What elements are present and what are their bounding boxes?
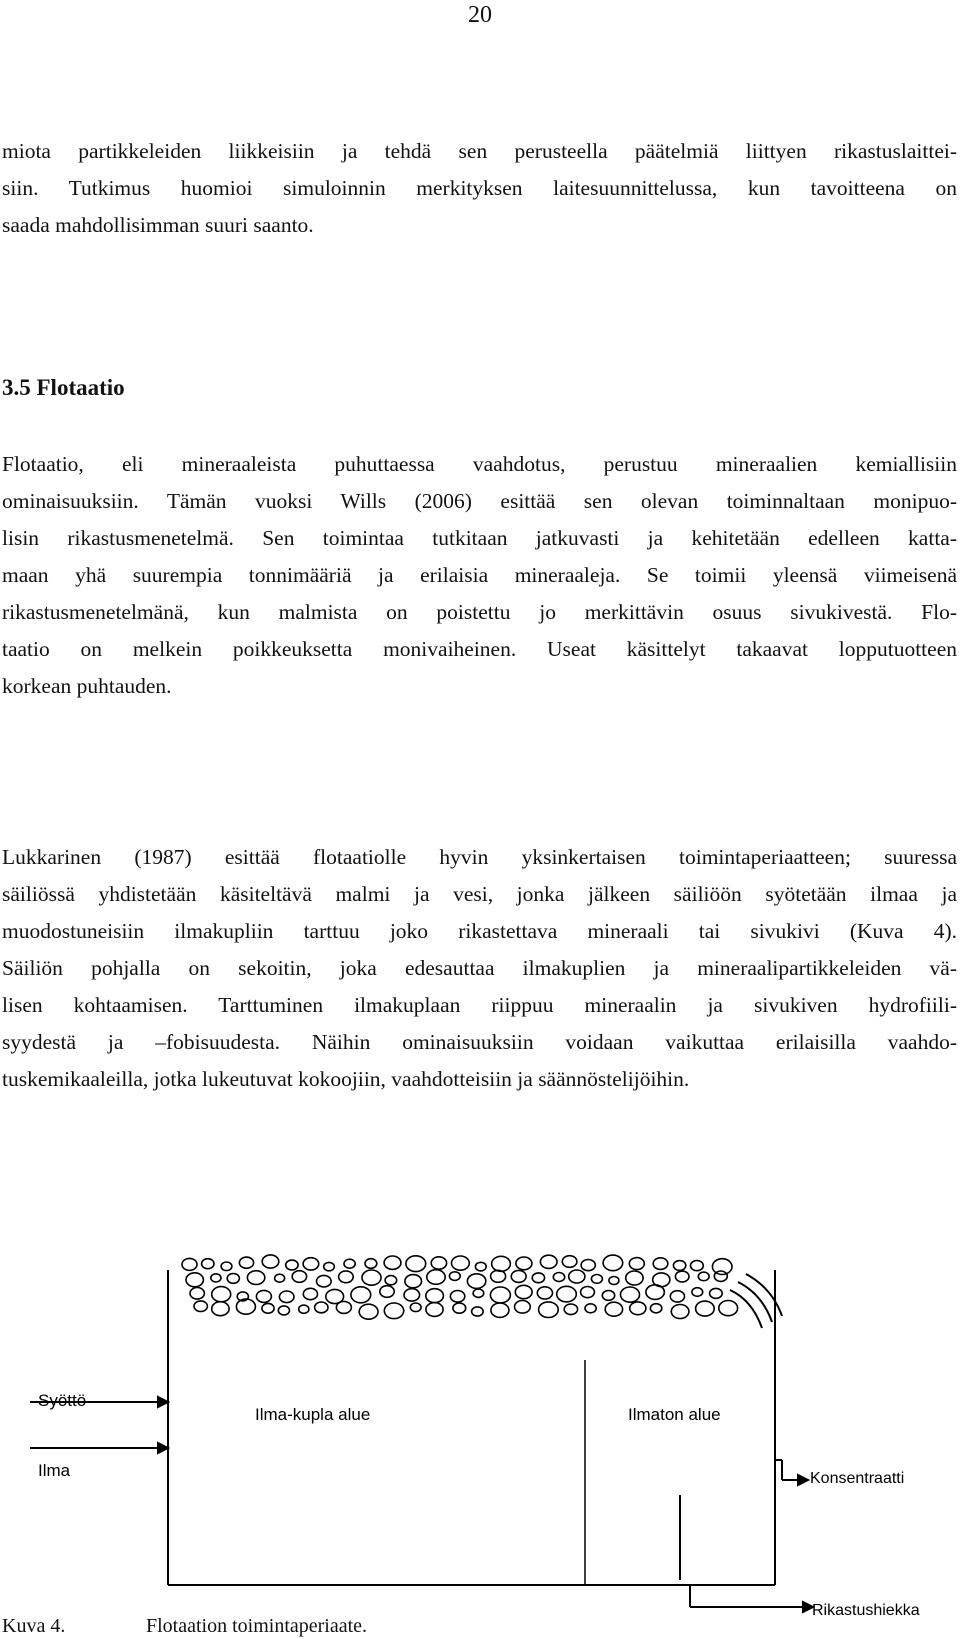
foam-bubble bbox=[336, 1301, 351, 1313]
foam-bubble bbox=[256, 1290, 271, 1302]
foam-bubble bbox=[515, 1301, 531, 1314]
foam-bubble bbox=[650, 1304, 661, 1313]
foam-bubble bbox=[344, 1259, 355, 1268]
foam-bubble bbox=[453, 1303, 466, 1313]
foam-bubble bbox=[491, 1270, 506, 1282]
foam-bubble bbox=[427, 1270, 445, 1285]
foam-bubble bbox=[490, 1287, 510, 1303]
foam-bubble bbox=[303, 1258, 319, 1270]
foam-bubble bbox=[671, 1305, 689, 1319]
foam-bubble bbox=[653, 1258, 668, 1270]
text-line: taatio on melkein poikkeuksetta monivaiheinen. Useat käsittelyt takaavat lopputuotteen bbox=[2, 637, 957, 661]
concentrate-arrow bbox=[775, 1460, 808, 1485]
label-airless-zone: Ilmaton alue bbox=[628, 1405, 721, 1424]
foam-bubble bbox=[569, 1270, 585, 1283]
foam-bubble bbox=[221, 1262, 232, 1271]
foam-bubble bbox=[236, 1299, 255, 1314]
foam-bubble bbox=[710, 1288, 723, 1298]
foam-bubble bbox=[299, 1305, 309, 1313]
section-heading: 3.5 Flotaatio bbox=[2, 375, 125, 400]
foam-bubble bbox=[303, 1288, 317, 1299]
foam-bubble bbox=[182, 1258, 197, 1270]
foam-bubble bbox=[581, 1260, 595, 1271]
flotation-diagram-svg bbox=[0, 1240, 960, 1620]
foam-bubble bbox=[564, 1304, 577, 1315]
tailings-arrow bbox=[680, 1495, 813, 1612]
text-line: Lukkarinen (1987) esittää flotaatiolle hyvin yksinkertaisen toimintaperiaatteen; suuressa bbox=[2, 845, 957, 869]
foam-bubble bbox=[405, 1275, 422, 1288]
foam-bubble bbox=[692, 1288, 703, 1297]
foam-bubble bbox=[194, 1301, 207, 1312]
foam-bubble bbox=[516, 1257, 532, 1270]
text-line: miota partikkeleiden liikkeisiin ja tehdä sen perusteella päätelmiä liittyen rikastuslaittei- bbox=[2, 139, 957, 163]
foam-bubble bbox=[714, 1271, 727, 1281]
foam-bubble bbox=[406, 1256, 426, 1272]
foam-bubble bbox=[385, 1276, 397, 1285]
foam-bubble bbox=[603, 1255, 623, 1271]
text-line: korkean puhtauden. bbox=[2, 674, 172, 698]
foam-bubble bbox=[239, 1257, 253, 1268]
foam-bubble bbox=[279, 1291, 294, 1303]
foam-bubble bbox=[359, 1304, 378, 1319]
label-tailings: Rikastushiekka bbox=[812, 1602, 920, 1619]
label-feed: Syöttö bbox=[38, 1391, 87, 1410]
foam-bubble bbox=[211, 1274, 221, 1282]
foam-bubble bbox=[315, 1302, 328, 1313]
foam-bubble bbox=[698, 1272, 709, 1281]
foam-bubble bbox=[473, 1289, 484, 1297]
foam-bubble bbox=[472, 1307, 484, 1316]
foam-bubble bbox=[351, 1287, 371, 1303]
foam-bubble bbox=[602, 1291, 614, 1301]
foam-bubble bbox=[449, 1272, 460, 1281]
foam-bubble bbox=[275, 1274, 285, 1282]
foam-bubble bbox=[339, 1271, 354, 1283]
text-line: syydestä ja –fobisuudesta. Näihin ominaisuuksiin voidaan vaikuttaa erilaisilla vaahdo- bbox=[2, 1030, 957, 1054]
foam-bubble bbox=[719, 1301, 738, 1316]
foam-bubble bbox=[675, 1271, 689, 1282]
foam-bubble bbox=[691, 1261, 704, 1271]
feed-arrow bbox=[30, 1397, 168, 1620]
label-concentrate: Konsentraatti bbox=[810, 1470, 905, 1487]
foam-bubble bbox=[630, 1302, 646, 1315]
foam-bubble bbox=[450, 1291, 464, 1303]
foam-bubble bbox=[712, 1259, 732, 1275]
text-line: maan yhä suurempia tonnimääriä ja erilaisia mineraaleja. Se toimii yleensä viimeisenä bbox=[2, 563, 957, 587]
foam-bubble bbox=[324, 1262, 335, 1270]
foam-bubble bbox=[286, 1260, 298, 1270]
paragraph-flotation-definition bbox=[2, 446, 957, 705]
foam-bubble bbox=[670, 1291, 684, 1302]
foam-bubble bbox=[621, 1287, 640, 1302]
flotation-diagram bbox=[0, 1240, 960, 1620]
page-number: 20 bbox=[468, 2, 492, 28]
text-line: ominaisuuksiin. Tämän vuoksi Wills (2006) esittää sen olevan toiminnaltaan monipuo- bbox=[2, 489, 957, 513]
paragraph-intro bbox=[2, 133, 957, 244]
foam-bubble bbox=[431, 1257, 446, 1269]
foam-bubble bbox=[581, 1287, 595, 1298]
foam-bubble bbox=[212, 1302, 229, 1316]
foam-bubble bbox=[475, 1262, 486, 1271]
text-line: lisin rikastusmenetelmä. Sen toimintaa tutkitaan jatkuvasti ja kehitetään edelleen katta- bbox=[2, 526, 957, 550]
foam-bubble bbox=[515, 1285, 532, 1298]
foam-bubble bbox=[557, 1286, 577, 1302]
foam-bubble bbox=[467, 1274, 485, 1289]
foam-bubble bbox=[247, 1271, 264, 1285]
caption-number: Kuva 4. bbox=[2, 1615, 66, 1637]
text-line: Flotaatio, eli mineraaleista puhuttaessa vaahdotus, perustuu mineraalien kemiallisiin bbox=[2, 452, 957, 476]
foam-bubble bbox=[292, 1271, 306, 1283]
foam-bubble bbox=[410, 1303, 421, 1312]
foam-bubble bbox=[404, 1289, 420, 1301]
foam-bubble bbox=[384, 1303, 403, 1319]
foam-bubble bbox=[227, 1274, 239, 1284]
foam-bubble bbox=[673, 1261, 685, 1271]
text-line: tuskemikaaleilla, jotka lukeutuvat kokoojiin, vaahdotteisiin ja säännöstelijöihin. bbox=[2, 1067, 690, 1091]
foam-bubble bbox=[591, 1275, 602, 1284]
foam-bubble bbox=[562, 1256, 577, 1268]
foam-bubble bbox=[585, 1304, 596, 1313]
foam-bubble bbox=[452, 1256, 470, 1270]
foam-bubble bbox=[317, 1275, 332, 1287]
foam-bubble bbox=[626, 1271, 643, 1285]
foam-bubble bbox=[492, 1256, 511, 1271]
foam-bubble bbox=[365, 1259, 377, 1269]
foam-bubble bbox=[609, 1277, 619, 1285]
foam-bubble bbox=[696, 1301, 715, 1316]
foam-bubble bbox=[605, 1302, 622, 1316]
foam-bubble bbox=[380, 1286, 394, 1298]
foam-bubble bbox=[553, 1273, 564, 1282]
foam-bubble bbox=[540, 1255, 557, 1268]
tank-outline bbox=[168, 1270, 782, 1585]
caption-text: Flotaation toimintaperiaate. bbox=[146, 1615, 368, 1637]
foam-bubble bbox=[426, 1303, 443, 1317]
foam-bubble bbox=[202, 1259, 214, 1269]
foam-bubble bbox=[629, 1258, 644, 1270]
text-line: muodostuneisiin ilmakupliin tarttuu joko rikastettava mineraali tai sivukivi (Kuva 4). bbox=[2, 919, 957, 943]
foam-bubble bbox=[190, 1288, 204, 1300]
paragraph-operating-principle bbox=[2, 839, 957, 1098]
foam-bubble bbox=[646, 1285, 664, 1300]
foam-bubble bbox=[537, 1287, 552, 1299]
foam-bubbles bbox=[182, 1255, 738, 1319]
label-air: Ilma bbox=[38, 1461, 71, 1480]
text-line: siin. Tutkimus huomioi simuloinnin merkityksen laitesuunnittelussa, kun tavoitteena on bbox=[2, 176, 957, 200]
foam-bubble bbox=[491, 1303, 509, 1317]
text-line: säiliössä yhdistetään käsiteltävä malmi ja vesi, jonka jälkeen säiliöön syötetään ilmaa ja bbox=[2, 882, 957, 906]
text-line: rikastusmenetelmänä, kun malmista on poistettu jo merkittävin osuus sivukivestä. Flo- bbox=[2, 600, 957, 624]
air-arrow bbox=[30, 1443, 168, 1453]
foam-bubble bbox=[186, 1273, 203, 1287]
foam-bubble bbox=[362, 1270, 381, 1285]
text-line: Säiliön pohjalla on sekoitin, joka edesauttaa ilmakuplien ja mineraalipartikkeleiden vä- bbox=[2, 956, 957, 980]
foam-bubble bbox=[278, 1306, 289, 1315]
label-bubble-zone: Ilma-kupla alue bbox=[255, 1405, 371, 1424]
foam-bubble bbox=[384, 1256, 401, 1269]
foam-bubble bbox=[511, 1270, 526, 1282]
foam-bubble bbox=[262, 1303, 274, 1313]
foam-bubble bbox=[262, 1255, 279, 1268]
foam-bubble bbox=[426, 1289, 444, 1303]
text-line: saada mahdollisimman suuri saanto. bbox=[2, 213, 314, 237]
foam-bubble bbox=[212, 1287, 231, 1302]
text-line: lisen kohtaamisen. Tarttuminen ilmakuplaan riippuu mineraalin ja sivukiven hydrofiili- bbox=[2, 993, 957, 1017]
foam-bubble bbox=[539, 1302, 559, 1318]
foam-bubble bbox=[532, 1273, 544, 1283]
